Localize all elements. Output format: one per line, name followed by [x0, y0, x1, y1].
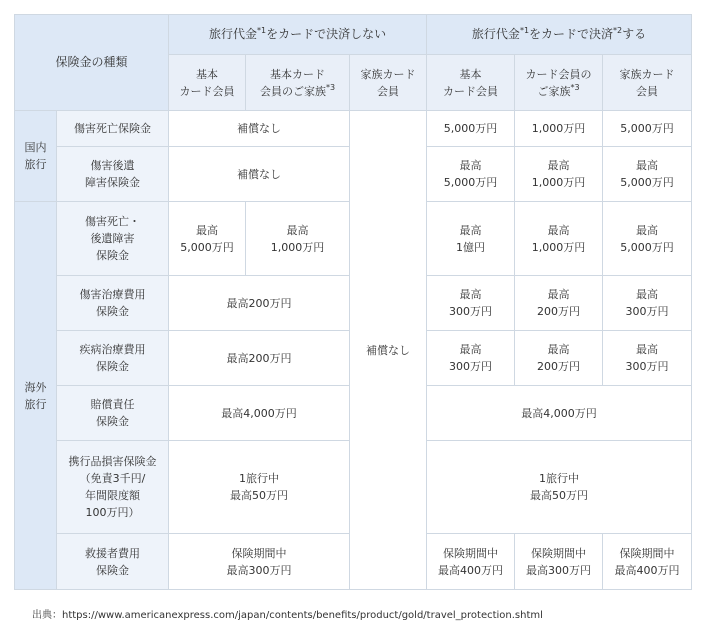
- value-cell: 最高 1,000万円: [246, 202, 350, 276]
- header-row-1: [15, 15, 692, 55]
- family-card-member-header: 家族カード 会員: [350, 55, 427, 111]
- value-cell: 最高4,000万円: [169, 386, 350, 441]
- insurance-comparison-table: [14, 14, 692, 590]
- value-cell: 最高 5,000万円: [603, 202, 692, 276]
- basic-member-family-header: 基本カード 会員のご家族$^{*3}$: [246, 55, 350, 111]
- no-card-payment-header: 旅行代金$^{*1}$をカードで決済しない: [169, 15, 427, 55]
- card-member-family-header: カード会員の ご家族$^{*3}$: [515, 55, 603, 111]
- insurance-table-container: [14, 14, 692, 590]
- value-cell: 保険期間中 最高300万円: [515, 534, 603, 590]
- insurance-type-header: 保険金の種類: [15, 15, 169, 111]
- domestic-travel-group: 国内 旅行: [15, 111, 57, 202]
- value-cell: 保険期間中 最高400万円: [427, 534, 515, 590]
- value-cell: 1旅行中 最高50万円: [169, 441, 350, 534]
- family-card-no-coverage-cell: 補償なし: [350, 111, 427, 590]
- card-basic-member-header: 基本 カード会員: [427, 55, 515, 111]
- row-label: 傷害死亡保険金: [57, 111, 169, 147]
- table-row: [15, 111, 692, 147]
- value-cell: 最高 300万円: [427, 276, 515, 331]
- value-cell: 最高4,000万円: [427, 386, 692, 441]
- value-cell: 最高 200万円: [515, 331, 603, 386]
- basic-member-header: 基本 カード会員: [169, 55, 246, 111]
- value-cell: 最高 5,000万円: [427, 147, 515, 202]
- row-label: 携行品損害保険金 （免責3千円/ 年間限度額 100万円）: [57, 441, 169, 534]
- value-cell: 最高 5,000万円: [169, 202, 246, 276]
- row-label: 傷害死亡・ 後遺障害 保険金: [57, 202, 169, 276]
- value-cell: 最高200万円: [169, 276, 350, 331]
- value-cell: 最高 1,000万円: [515, 202, 603, 276]
- row-label: 傷害治療費用 保険金: [57, 276, 169, 331]
- row-label: 疾病治療費用 保険金: [57, 331, 169, 386]
- source-citation: 出典：https://www.americanexpress.com/japan/contents/benefits/product/gold/travel_protection.shtml: [32, 610, 543, 621]
- value-cell: 最高 300万円: [603, 276, 692, 331]
- row-label: 傷害後遺 障害保険金: [57, 147, 169, 202]
- value-cell: 5,000万円: [427, 111, 515, 147]
- row-label: 賠償責任 保険金: [57, 386, 169, 441]
- card-family-card-member-header: 家族カード 会員: [603, 55, 692, 111]
- value-cell: 最高 1,000万円: [515, 147, 603, 202]
- overseas-travel-group: 海外 旅行: [15, 202, 57, 590]
- value-cell: 最高 1億円: [427, 202, 515, 276]
- row-label: 救援者費用 保険金: [57, 534, 169, 590]
- card-payment-header: 旅行代金$^{*1}$をカードで決済$^{*2}$する: [427, 15, 692, 55]
- value-cell: 補償なし: [169, 111, 350, 147]
- value-cell: 最高 300万円: [427, 331, 515, 386]
- value-cell: 補償なし: [169, 147, 350, 202]
- value-cell: 最高 200万円: [515, 276, 603, 331]
- value-cell: 5,000万円: [603, 111, 692, 147]
- value-cell: 1,000万円: [515, 111, 603, 147]
- value-cell: 最高 5,000万円: [603, 147, 692, 202]
- value-cell: 保険期間中 最高300万円: [169, 534, 350, 590]
- value-cell: 最高 300万円: [603, 331, 692, 386]
- value-cell: 最高200万円: [169, 331, 350, 386]
- value-cell: 1旅行中 最高50万円: [427, 441, 692, 534]
- value-cell: 保険期間中 最高400万円: [603, 534, 692, 590]
